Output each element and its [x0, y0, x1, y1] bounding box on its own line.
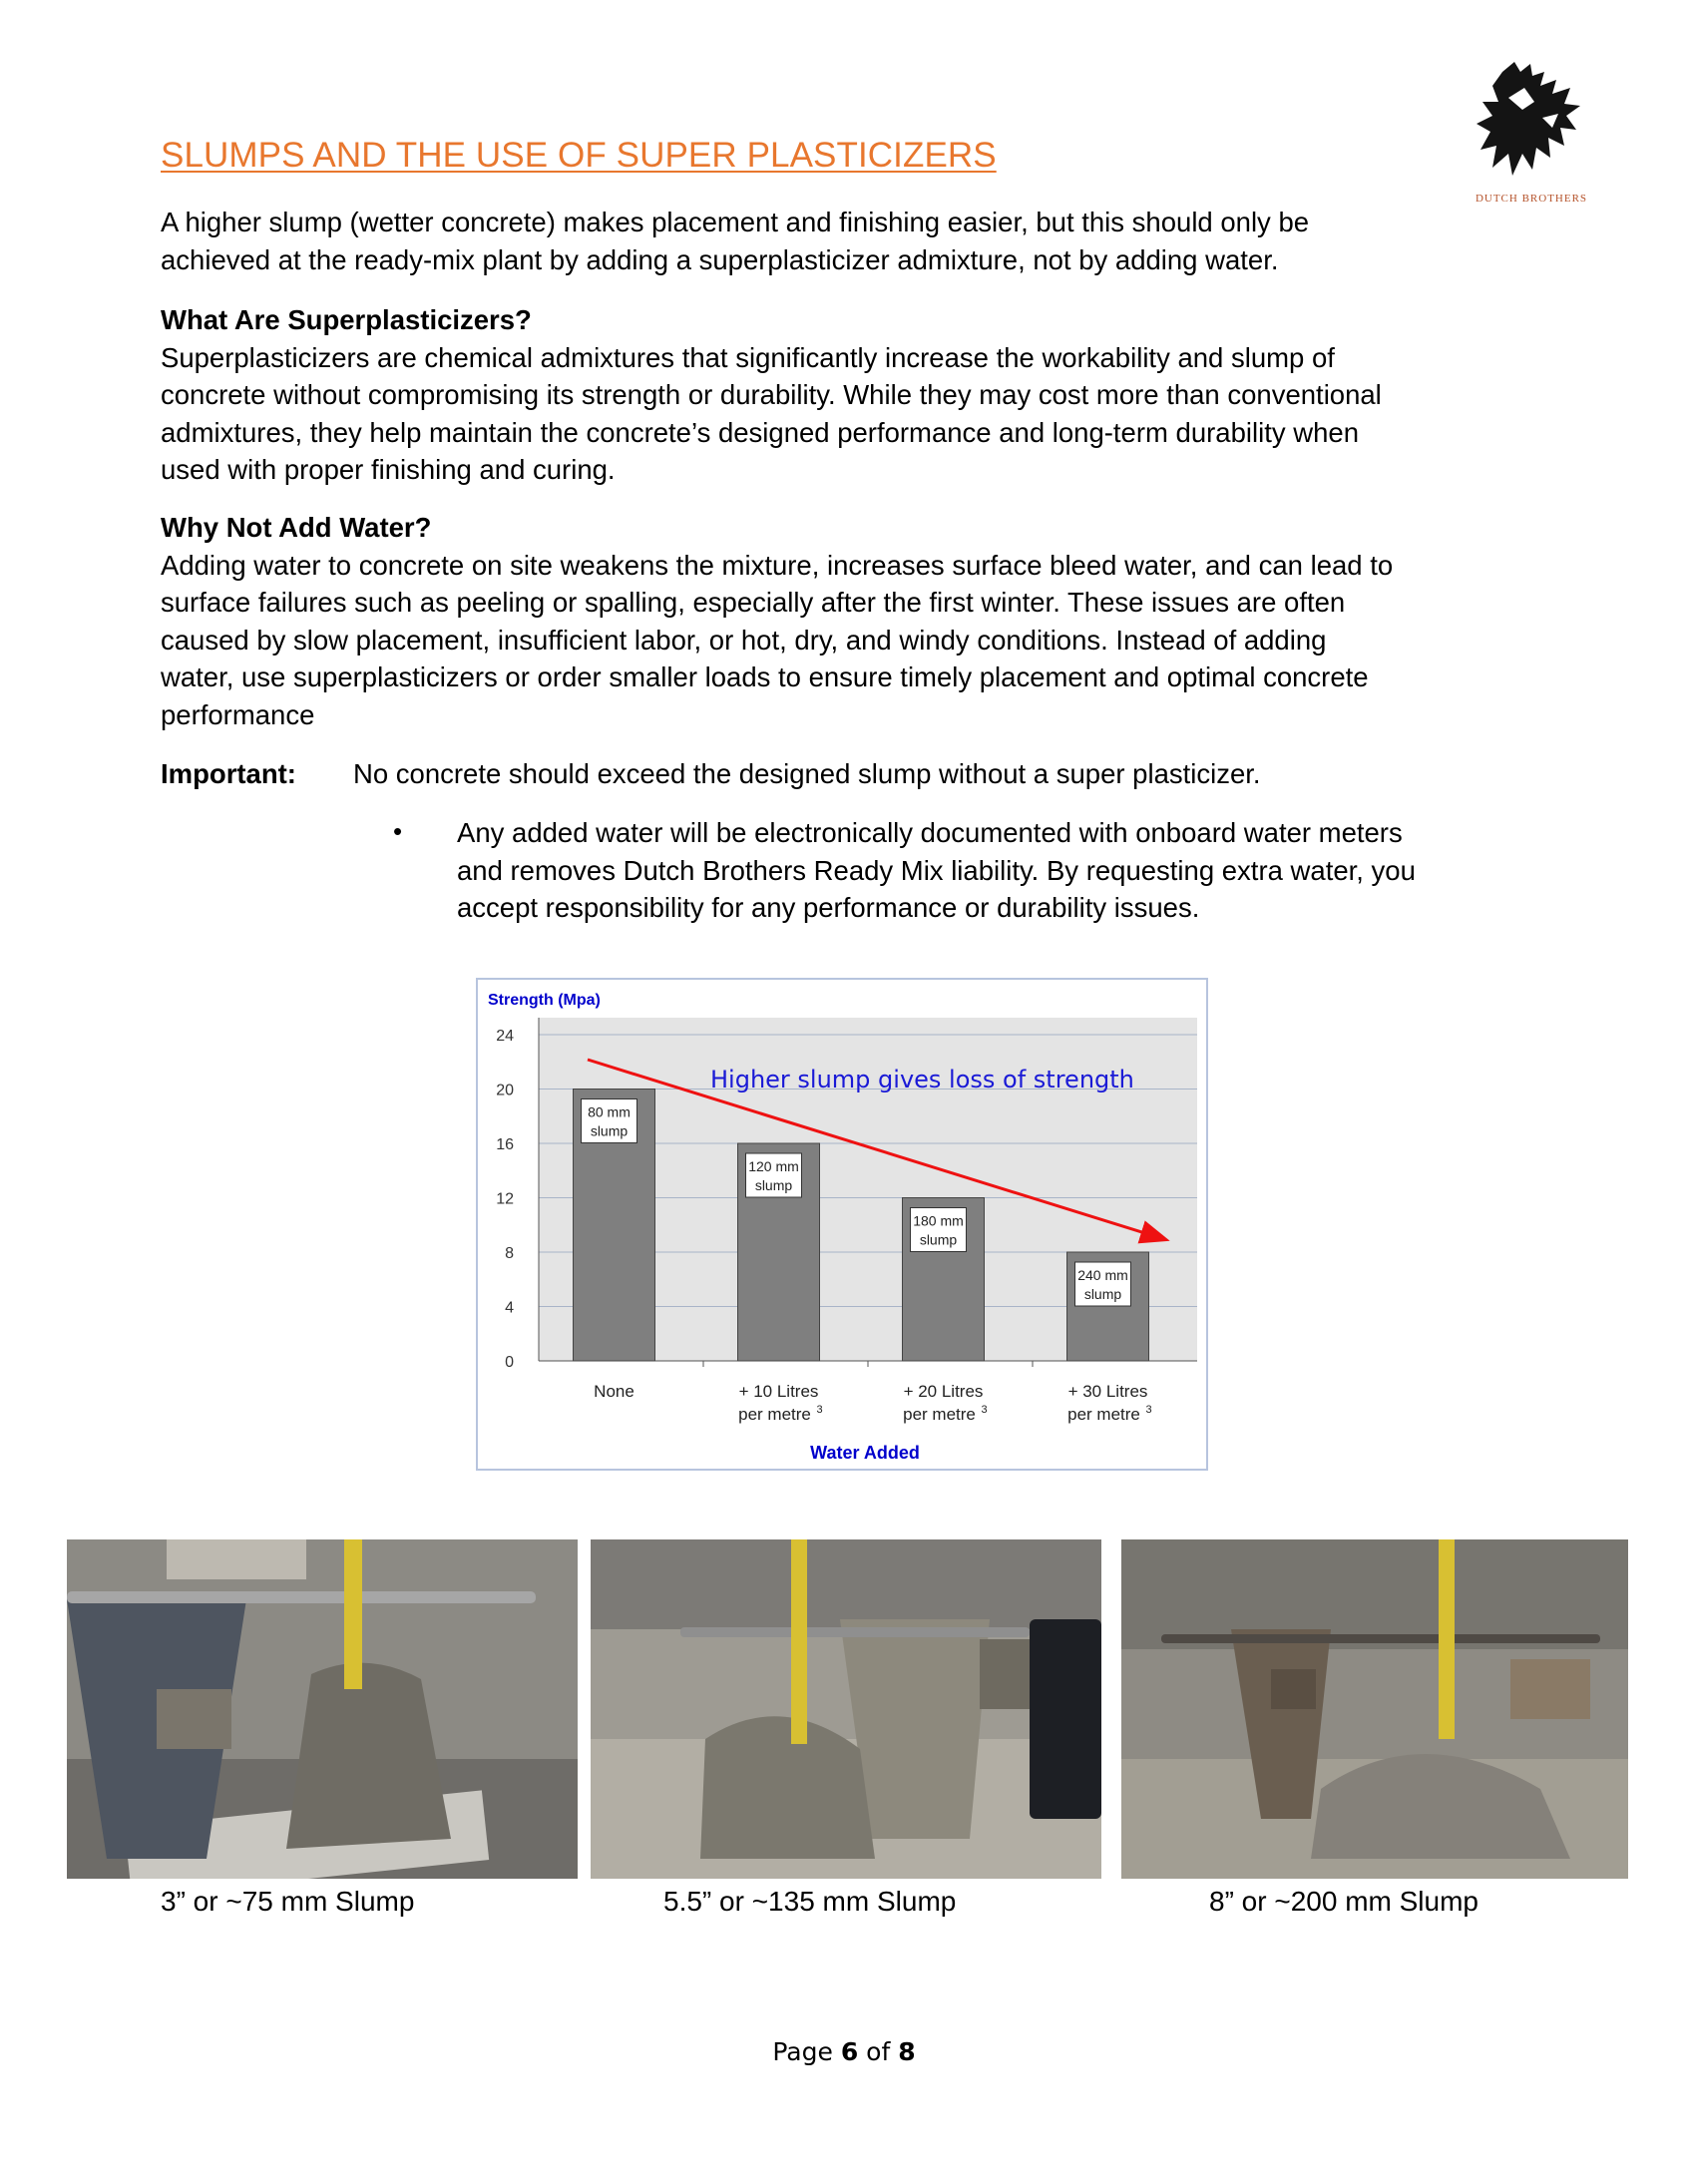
bar-label: 240 mm [1077, 1267, 1128, 1283]
bullet-icon: • [393, 816, 403, 846]
x-tick-superscript: 3 [1145, 1404, 1152, 1416]
y-tick-label: 16 [496, 1136, 514, 1153]
important-text: No concrete should exceed the designed slump without a super plasticizer. [353, 758, 1261, 789]
page-middle: of [858, 2037, 899, 2066]
x-tick-label: None [594, 1382, 634, 1401]
intro-line: achieved at the ready-mix plant by adding a superplasticizer admixture, not by adding water. [161, 243, 1279, 275]
y-axis-title: Strength (Mpa) [488, 992, 601, 1009]
x-tick-label: + 10 Litres [738, 1382, 819, 1401]
bullet-line: and removes Dutch Brothers Ready Mix liability. By requesting extra water, you [457, 854, 1416, 886]
paragraph-line: concrete without compromising its strength or durability. While they may cost more than conventional [161, 379, 1382, 410]
photo-slump-75mm [67, 1539, 578, 1879]
y-tick-label: 8 [505, 1245, 514, 1262]
bullet-line: accept responsibility for any performance or durability issues. [457, 892, 1200, 923]
page-total: 8 [898, 2037, 916, 2066]
chart-annotation: Higher slump gives loss of strength [710, 1066, 1134, 1093]
bar-label: slump [1083, 1286, 1122, 1302]
important-label-wrap [161, 755, 296, 793]
y-tick-label: 0 [505, 1354, 514, 1371]
y-tick-label: 12 [496, 1190, 514, 1208]
x-tick-label: + 20 Litres [903, 1382, 984, 1401]
x-tick-label: per metre [1067, 1405, 1140, 1424]
paragraph-line: caused by slow placement, insufficient labor, or hot, dry, and windy conditions. Instead of adding [161, 624, 1327, 655]
y-tick-label: 4 [505, 1299, 514, 1317]
intro-paragraph [161, 204, 1557, 278]
bullet-line: Any added water will be electronically documented with onboard water meters [457, 817, 1403, 848]
paragraph-line: Superplasticizers are chemical admixtures that significantly increase the workability and slump of [161, 341, 1335, 373]
company-logo [1467, 58, 1596, 208]
bar-label: slump [590, 1122, 629, 1139]
important-label: Important: [161, 758, 296, 789]
bar-label: 120 mm [748, 1158, 799, 1174]
bar-label: slump [754, 1177, 793, 1193]
paragraph-line: water, use superplasticizers or order smaller loads to ensure timely placement and optimal concrete [161, 661, 1369, 692]
y-tick-label: 20 [496, 1082, 514, 1099]
paragraph-line: surface failures such as peeling or spalling, especially after the first winter. These issues are often [161, 587, 1346, 618]
bar-label: 180 mm [913, 1212, 964, 1229]
paragraph-line: used with proper finishing and curing. [161, 454, 616, 485]
x-tick-superscript: 3 [981, 1404, 988, 1416]
photo-caption: 3” or ~75 mm Slump [161, 1886, 415, 1917]
y-ticks [496, 1028, 514, 1371]
x-tick-label: per metre [903, 1405, 976, 1424]
y-tick-label: 24 [496, 1028, 514, 1045]
photo-caption: 5.5” or ~135 mm Slump [663, 1886, 957, 1917]
page-number [0, 2037, 1688, 2066]
bar-label: 80 mm [588, 1103, 631, 1120]
photo-slump-135mm [591, 1539, 1101, 1879]
bar-label: slump [919, 1231, 958, 1248]
photo-slump-200mm [1121, 1539, 1628, 1879]
intro-line: A higher slump (wetter concrete) makes placement and finishing easier, but this should only be [161, 207, 1310, 237]
x-tick-labels [594, 1361, 1151, 1424]
section-why-not-water [161, 509, 1557, 733]
x-tick-superscript: 3 [816, 1404, 823, 1416]
chart-svg [478, 980, 1206, 1469]
slump-test-photo [591, 1539, 1101, 1879]
x-tick-label: + 30 Litres [1067, 1382, 1148, 1401]
section-heading: Why Not Add Water? [161, 512, 432, 543]
paragraph-line: Adding water to concrete on site weakens the mixture, increases surface bleed water, and can lead to [161, 549, 1394, 581]
page-prefix: Page [772, 2037, 841, 2066]
x-tick-label: per metre [738, 1405, 811, 1424]
paragraph-line: admixtures, they help maintain the concrete’s designed performance and long-term durability when [161, 416, 1359, 448]
lion-rampant-icon [1473, 58, 1590, 186]
slump-test-photo [1121, 1539, 1628, 1879]
slump-test-photo [67, 1539, 578, 1879]
strength-chart [476, 978, 1208, 1471]
bullet-item [457, 814, 1574, 927]
page-title: SLUMPS AND THE USE OF SUPER PLASTICIZERS [161, 136, 997, 175]
section-superplasticizers [161, 301, 1557, 489]
x-axis-title: Water Added [810, 1443, 920, 1463]
logo-text: DUTCH BROTHERS [1475, 193, 1588, 205]
photo-caption: 8” or ~200 mm Slump [1209, 1886, 1478, 1917]
paragraph-line: performance [161, 698, 315, 730]
page-current: 6 [840, 2037, 859, 2066]
section-heading: What Are Superplasticizers? [161, 304, 532, 335]
